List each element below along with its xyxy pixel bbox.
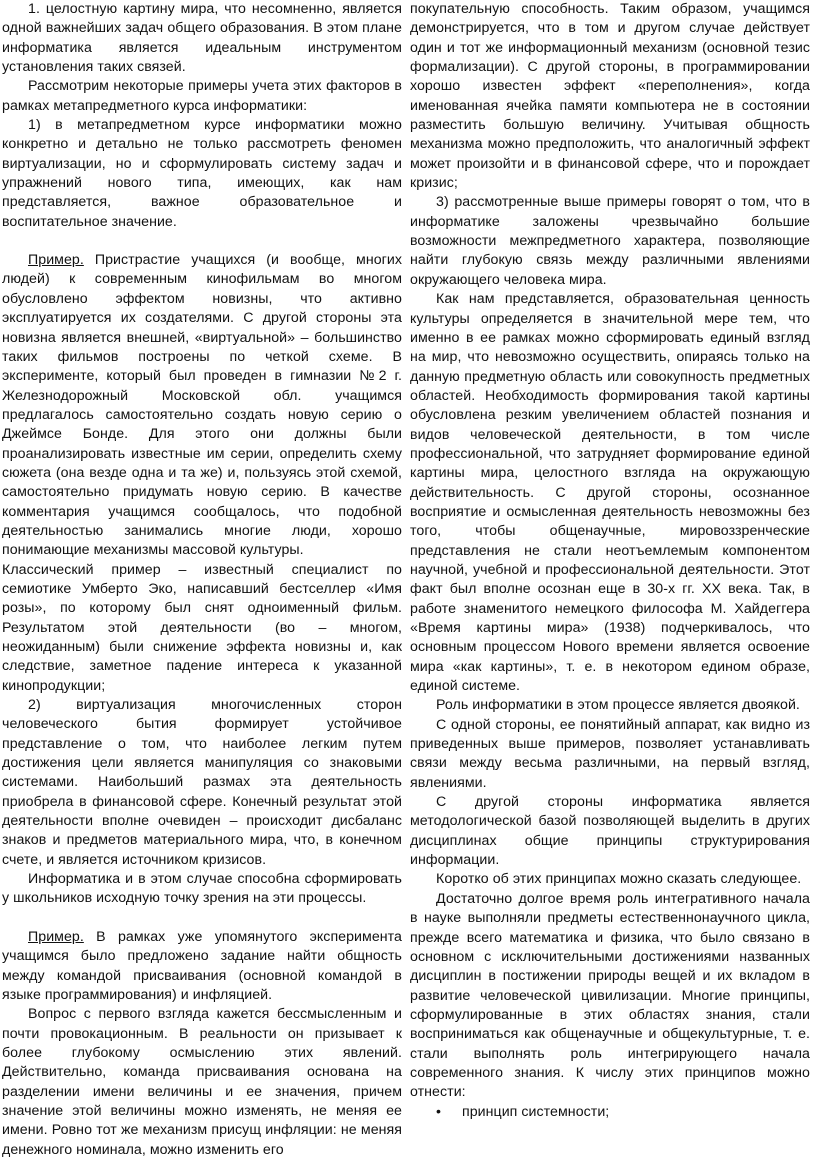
list-item: 1) в метапредметном курсе информатики можно конкретно и детально не только рассмотреть феномен виртуализации, но и сформулировать систему задач и упражнений нового типа, имеющих, как нам представляется, важное образовательное и воспитательное значение. <box>2 117 402 230</box>
bullet-icon: • <box>436 1103 442 1120</box>
bullet-text: принцип системности; <box>462 1103 610 1120</box>
example-paragraph <box>2 251 402 561</box>
bullet-item <box>410 1103 810 1122</box>
paragraph: Роль информатики в этом процессе является двоякой. <box>436 697 800 714</box>
paragraph: Достаточно долгое время роль интегративного начала в науке выполняли предметы естественнонаучного цикла, прежде всего математика и физика, что было связано в основном с исключительными достижениями названных дисциплин в постижении природы вещей и их вкладом в развитие человеческой цивилизации. Многие принципы, сформулированные в этих областях знания, стали восприниматься как общенаучные и общекультурные, т. е. стали выполнять роль интегрирующего начала современного знания. К числу этих принципов можно отнести: <box>410 890 810 1101</box>
paragraph: С одной стороны, ее понятийный аппарат, как видно из приведенных выше примеров, позволяет устанавливать связи между весьма различными, на первый взгляд, явлениями. <box>410 716 810 791</box>
paragraph: Как нам представляется, образовательная ценность культуры определяется в значительной мере тем, что именно в ее рамках можно сформировать единый взгляд на мир, что невозможно осуществить, опираясь только на данную предметную область или совокупность предметных областей. Необходимость формирования такой картины обусловлена резким увеличением областей познания и видов человеческой деятельности, в том числе профессиональной, что затрудняет формирование единой картины мира, целостного взгляда на окружающую действительность. С другой стороны, осознанное восприятие и осмысленная деятельность невозможны без того, чтобы общенаучные, мировоззренческие представления не стали неотъемлемым компонентом научной, учебной и профессиональной деятельности. Этот факт был вполне осознан еще в 30-х гг. XX века. Так, в работе знаменитого немецкого философа М. Хайдеггера «Время картины мира» (1938) подчеркивалось, что основным процессом Нового времени является освоение мира «как картины», т. е. в некотором едином образе, единой системе. <box>410 291 810 695</box>
paragraph: Рассмотрим некоторые примеры учета этих факторов в рамках метапредметного курса информатики: <box>2 78 402 114</box>
right-column <box>410 0 810 1150</box>
list-item: 2) виртуализация многочисленных сторон человеческого бытия формирует устойчивое представление о том, что наиболее легким путем достижения цели является манипуляция со знаковыми системами. Наибольший размах эта деятельность приобрела в финансовой сфере. Конечный результат этой деятельности вполне очевиден – происходит дисбаланс знаков и предметов материального мира, что, в конечном счете, и является источником кризисов. <box>2 697 402 868</box>
paragraph: Коротко об этих принципах можно сказать следующее. <box>436 871 802 888</box>
paragraph: С другой стороны информатика является методологической базой позволяющей выделить в других дисциплинах общие принципы структурирования информации. <box>410 794 810 869</box>
paragraph: Вопрос с первого взгляда кажется бессмысленным и почти провокационным. В реальности он призывает к более глубокому осмыслению этих явлений. Действительно, команда присваивания основана на разделении имени величины и ее значения, причем значение этой величины можно изменять, не меняя ее имени. Ровно тот же механизм присущ инфляции: не меняя денежного номинала, можно изменить его <box>2 1006 402 1158</box>
example-label: Пример. <box>28 928 84 945</box>
list-item: 3) рассмотренные выше примеры говорят о том, что в информатике заложены чрезвычайно большие возможности межпредметного характера, позволяющие найти глубокую связь между различными явлениями окружающего человека мира. <box>410 194 810 288</box>
blank-line <box>2 232 402 251</box>
blank-line <box>2 909 402 928</box>
paragraph: покупательную способность. Таким образом, учащимся демонстрируется, что в том и другом случае действует один и тот же информационный механизм (основной тезис формализации). С другой стороны, в программировании хорошо известен эффект «переполнения», когда именованная ячейка памяти компьютера не в состоянии разместить большую величину. Учитывая общность механизма можно предположить, что аналогичный эффект может произойти и в финансовой сфере, что и порождает кризис; <box>410 1 810 192</box>
paragraph: 1. целостную картину мира, что несомненно, является одной важнейших задач общего образования. В этом плане информатика является идеальным инструментом установления таких связей. <box>2 1 402 76</box>
example-text: Пристрастие учащихся (и вообще, многих людей) к современным кинофильмам во многом обусловлено эффектом новизны, что активно эксплуатируется их создателями. С другой стороны эта новизна является внешней, «виртуальной» – большинство таких фильмов построены по четкой схеме. В эксперименте, который был проведен в гимназии №2 г. Железнодорожный Московской обл. учащимся предлагалось самостоятельно создать новую серию о Джеймсе Бонде. Для этого они должны были проанализировать известные им серии, определить схему сюжета (она везде одна и та же) и, пользуясь этой схемой, самостоятельно придумать новую серию. В качестве комментария учащимся сообщалось, что подобной деятельностью занимались многие люди, хорошо понимающие механизмы массовой культуры. <box>2 252 402 559</box>
example-paragraph <box>2 928 402 1005</box>
left-column <box>2 0 402 1158</box>
paragraph: Информатика и в этом случае способна сформировать у школьников исходную точку зрения на эти процессы. <box>2 871 402 907</box>
example-text: В рамках уже упомянутого эксперимента учащимся было предложено задание найти общность между командой присваивания (основной командой в языке программирования) и инфляцией. <box>2 928 402 1003</box>
paragraph: Классический пример – известный специалист по семиотике Умберто Эко, написавший бестселлер «Имя розы», по которому был снят одноименный фильм. Результатом этой деятельности (во – многом, неожиданным) были снижение эффекта новизны и, как следствие, заметное падение интереса к указанной кинопродукции; <box>2 561 402 694</box>
example-label: Пример. <box>28 252 84 269</box>
